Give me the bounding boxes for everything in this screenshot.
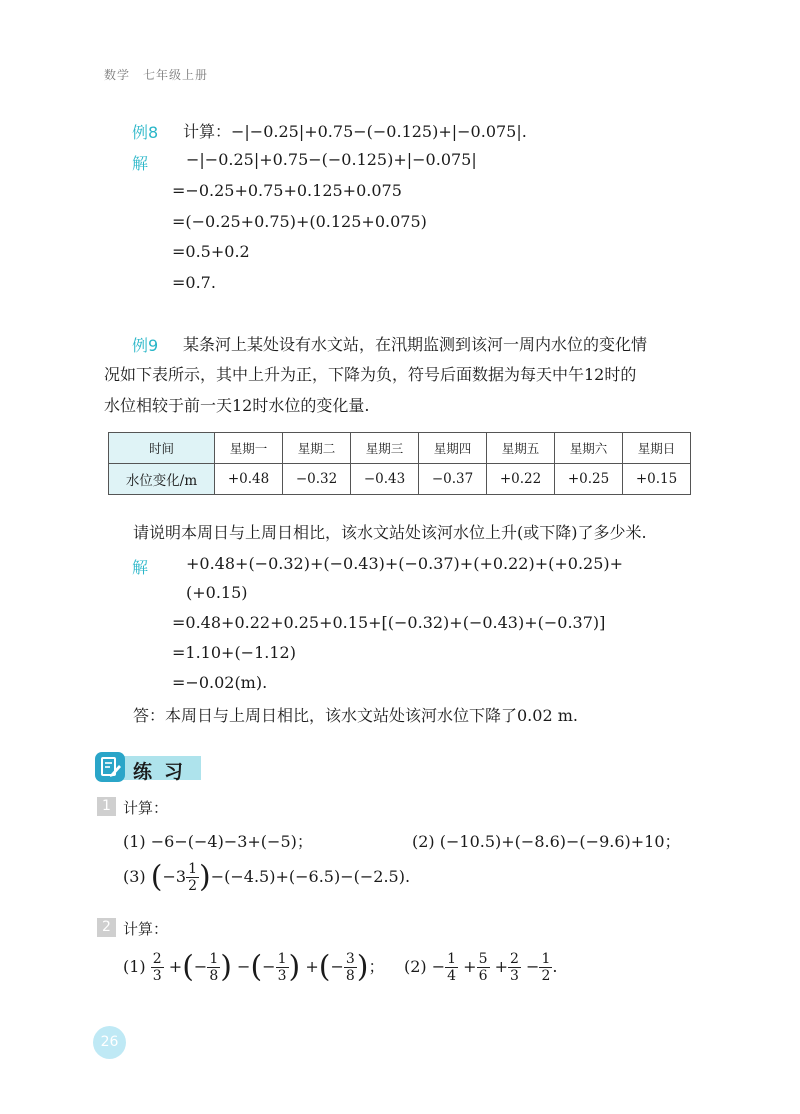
part-label: (3) [123, 867, 146, 886]
example-8-step: =0.5+0.2 [172, 242, 250, 261]
fraction-numerator: 2 [152, 951, 162, 967]
practice-title: 练习 [133, 761, 196, 783]
fraction [445, 951, 458, 984]
right-paren: ) [220, 949, 232, 985]
left-paren: ( [250, 949, 263, 985]
fraction-denominator: 2 [188, 878, 197, 894]
question-2-part-2: (2) − $\frac{1}{4}$ + $\frac{5}{6}$ + $\frac{2}{3}$ − $\frac{1}{2}$ . [404, 951, 558, 984]
table-header-row [109, 433, 691, 464]
fraction-denominator: 2 [541, 968, 551, 984]
right-paren: ) [356, 949, 369, 985]
table-row [109, 464, 691, 495]
table-cell: −0.37 [419, 464, 487, 495]
table-header-cell: 星期二 [283, 433, 351, 464]
right-paren: ) [288, 949, 301, 985]
mixed-number-whole: −3 [162, 867, 187, 886]
example-9-step: =−0.02(m). [172, 673, 268, 692]
table-cell: +0.48 [215, 464, 283, 495]
fraction-denominator: 3 [510, 968, 519, 984]
fraction [344, 951, 357, 984]
table-cell: +0.15 [623, 464, 691, 495]
fraction-numerator: 1 [447, 951, 457, 967]
question-number-badge: 1 [97, 797, 116, 816]
operator: + [168, 957, 183, 976]
fraction-denominator: 8 [209, 968, 219, 984]
question-2-label: 计算： [123, 920, 169, 938]
fraction-denominator: 3 [152, 968, 162, 984]
operator: − [237, 957, 251, 976]
question-2-part-1: (1) $\frac{2}{3}$ +(− $\frac{1}{8}$ ) −(− $\frac{1}{3}$ ) +(− $\frac{3}{8}$ )； [123, 949, 385, 985]
example-9-step: +0.48+(−0.32)+(−0.43)+(−0.37)+(+0.22)+(+0.25)+ [186, 554, 624, 573]
example-9-intro-line: 水位相较于前一天12时水位的变化量. [104, 396, 370, 415]
example-9-intro-line: 况如下表所示，其中上升为正，下降为负，符号后面数据为每天中午12时的 [104, 365, 637, 384]
fraction-numerator: 5 [478, 951, 488, 967]
fraction [151, 951, 164, 984]
table-header-cell: 星期五 [487, 433, 555, 464]
left-paren: ( [182, 949, 194, 985]
example-8-step: =0.7. [172, 273, 216, 292]
example-8-question: 计算：−|−0.25|+0.75−(−0.125)+|−0.075|. [183, 122, 527, 141]
fraction-numerator: 1 [277, 951, 287, 967]
table-row-label: 水位变化/m [109, 464, 215, 495]
question-number-badge: 2 [97, 918, 116, 937]
table-header-cell: 星期一 [215, 433, 283, 464]
example-9-step: =1.10+(−1.12) [172, 643, 296, 662]
fraction [477, 951, 490, 984]
example-8-label: 例8 [132, 123, 159, 142]
fraction [186, 861, 199, 894]
right-paren: ) [199, 859, 211, 895]
expression-rest: −(−4.5)+(−6.5)−(−2.5). [210, 867, 411, 886]
example-9-step: =0.48+0.22+0.25+0.15+[(−0.32)+(−0.43)+(−0.37)] [172, 613, 606, 632]
table-header-cell: 星期四 [419, 433, 487, 464]
water-level-table [108, 432, 691, 495]
question-1-part-2: (2) (−10.5)+(−8.6)−(−9.6)+10； [412, 832, 681, 851]
table-cell: +0.22 [487, 464, 555, 495]
fraction-denominator: 4 [447, 968, 457, 984]
fraction [207, 951, 220, 984]
page-number: 26 [93, 1026, 126, 1059]
fraction-denominator: 8 [345, 968, 355, 984]
example-8-solution-label: 解 [132, 154, 149, 173]
example-9-answer: 答：本周日与上周日相比，该水文站处该河水位下降了0.02 m. [133, 706, 578, 725]
table-header-cell: 星期日 [623, 433, 691, 464]
fraction-numerator: 1 [188, 861, 197, 877]
question-1-label: 计算： [123, 799, 169, 817]
example-9-label: 例9 [132, 336, 159, 355]
fraction [539, 951, 552, 984]
fraction-denominator: 6 [478, 968, 488, 984]
question-1-part-3 [123, 861, 410, 894]
example-8-step: −|−0.25|+0.75−(−0.125)+|−0.075| [186, 150, 477, 169]
part-label: (2) [404, 957, 427, 976]
example-9-step: (+0.15) [186, 583, 248, 602]
fraction-numerator: 1 [209, 951, 219, 967]
example-9-question: 请说明本周日与上周日相比，该水文站处该河水位上升(或下降)了多少米. [133, 523, 647, 542]
part-label: (1) [123, 957, 146, 976]
left-paren: ( [318, 949, 331, 985]
pencil-note-icon [95, 752, 125, 782]
table-cell: −0.32 [283, 464, 351, 495]
fraction [508, 951, 521, 984]
example-8-step: =(−0.25+0.75)+(0.125+0.075) [172, 212, 427, 231]
left-paren: ( [150, 859, 163, 895]
table-cell: −0.43 [351, 464, 419, 495]
table-header-cell: 时间 [109, 433, 215, 464]
fraction-numerator: 1 [541, 951, 551, 967]
operator: + [305, 957, 319, 976]
example-9-intro-line: 某条河上某处设有水文站，在汛期监测到该河一周内水位的变化情 [183, 335, 648, 354]
fraction-numerator: 2 [510, 951, 519, 967]
fraction-denominator: 3 [277, 968, 287, 984]
table-header-cell: 星期三 [351, 433, 419, 464]
question-1-part-1: (1) −6−(−4)−3+(−5)； [123, 832, 313, 851]
table-header-cell: 星期六 [555, 433, 623, 464]
example-9-solution-label: 解 [132, 558, 149, 577]
fraction [276, 951, 289, 984]
fraction-numerator: 3 [345, 951, 355, 967]
table-cell: +0.25 [555, 464, 623, 495]
running-header: 数学 七年级上册 [104, 68, 209, 82]
example-8-step: =−0.25+0.75+0.125+0.075 [172, 181, 402, 200]
